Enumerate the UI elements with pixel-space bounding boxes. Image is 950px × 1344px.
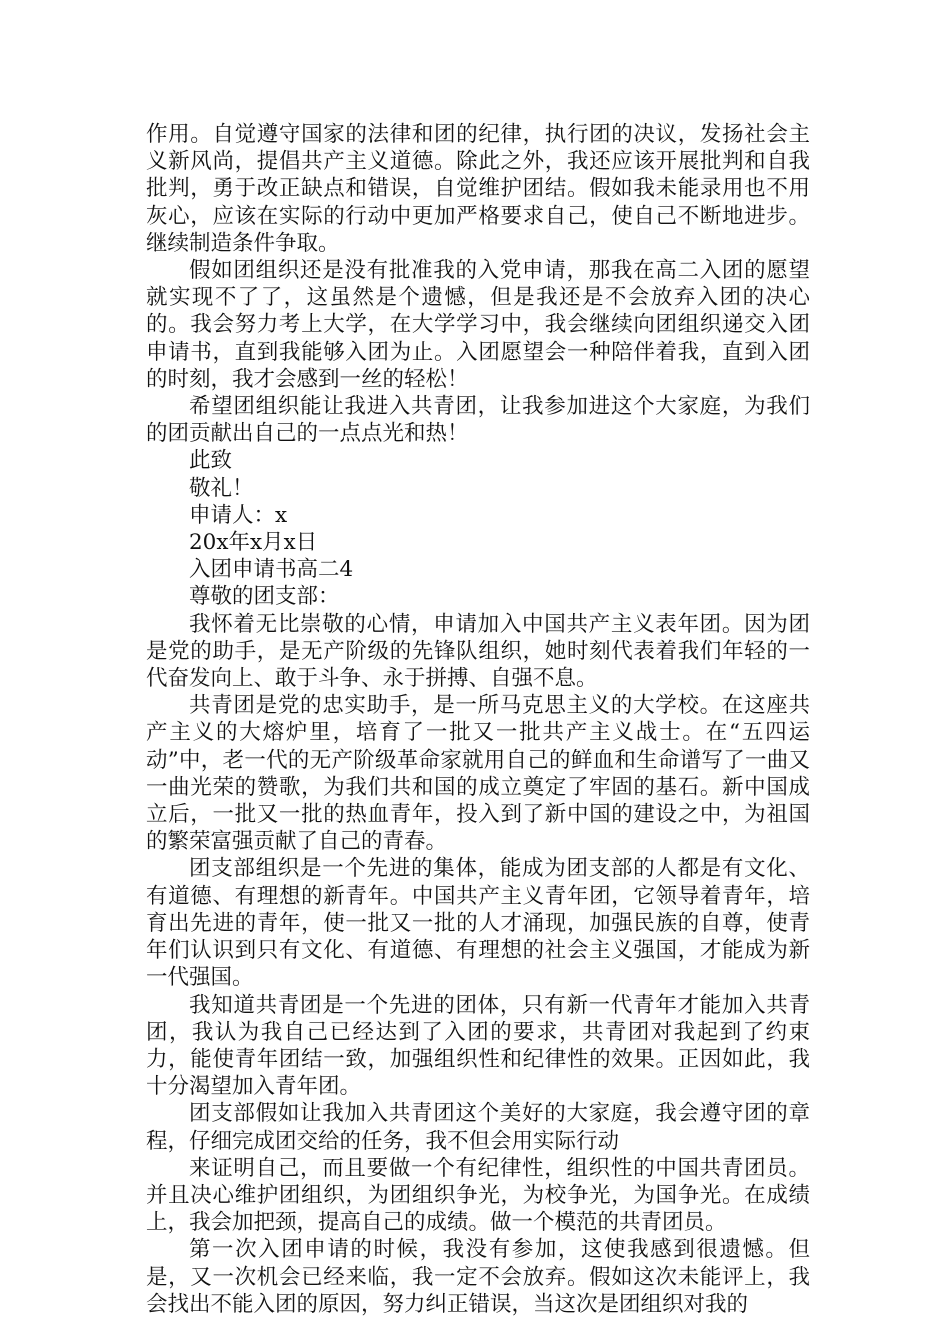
paragraph: 假如团组织还是没有批准我的入党申请，那我在高二入团的愿望就实现不了了，这虽然是个遗憾，但是我还是不会放弃入团的决心的。我会努力考上大学，在大学学习中，我会继续向团组织递交入团申请书，直到我能够入团为止。入团愿望会一种陪伴着我，直到入团的时刻，我才会感到一丝的轻松！ xyxy=(146,258,810,392)
section-title: 入团申请书高二4 xyxy=(189,557,354,583)
paragraph: 我知道共青团是一个先进的团体，只有新一代青年才能加入共青团，我认为我自己已经达到了入团的要求，共青团对我起到了约束力，能使青年团结一致，加强组织性和纪律性的效果。正因如此，我十分渴望加入青年团。 xyxy=(146,992,810,1100)
closing-regards: 敬礼！ xyxy=(189,475,254,501)
paragraph: 我怀着无比崇敬的心情，申请加入中国共产主义表年团。因为团是党的助手，是无产阶级的先锋队组织，她时刻代表着我们年轻的一代奋发向上、敢于斗争、永于拼搏、自强不息。 xyxy=(146,611,810,692)
closing-salutation: 此致 xyxy=(189,448,233,474)
paragraph: 共青团是党的忠实助手，是一所马克思主义的大学校。在这座共产主义的大熔炉里，培育了一批又一批共产主义战士。在“五四运动”中，老一代的无产阶级革命家就用自己的鲜血和生命谱写了一曲又一曲光荣的赞歌，为我们共和国的成立奠定了牢固的基石。新中国成立后，一批又一批的热血青年，投入到了新中国的建设之中，为祖国的繁荣富强贡献了自己的青春。 xyxy=(146,693,810,855)
greeting-line: 尊敬的团支部： xyxy=(189,584,340,610)
paragraph: 来证明自己，而且要做一个有纪律性，组织性的中国共青团员。并且决心维护团组织，为团组织争光，为校争光，为国争光。在成绩上，我会加把颈，提高自己的成绩。做一个模范的共青团员。 xyxy=(146,1155,810,1236)
document-body xyxy=(146,121,810,1318)
paragraph: 团支部假如让我加入共青团这个美好的大家庭，我会遵守团的章程，仔细完成团交给的任务，我不但会用实际行动 xyxy=(146,1101,810,1154)
date-line: 20x年x月x日 xyxy=(189,530,318,556)
paragraph: 团支部组织是一个先进的集体，能成为团支部的人都是有文化、有道德、有理想的新青年。中国共产主义青年团，它领导着青年，培育出先进的青年，使一批又一批的人才涌现，加强民族的自尊，使青年们认识到只有文化、有道德、有理想的社会主义强国，才能成为新一代强国。 xyxy=(146,856,810,991)
paragraph: 作用。自觉遵守国家的法律和团的纪律，执行团的决议，发扬社会主义新风尚，提倡共产主义道德。除此之外，我还应该开展批判和自我批判，勇于改正缺点和错误，自觉维护团结。假如我未能录用也不用灰心，应该在实际的行动中更加严格要求自己，使自己不断地进步。继续制造条件争取。 xyxy=(146,122,810,256)
applicant-line: 申请人：x xyxy=(189,502,288,528)
paragraph: 第一次入团申请的时候，我没有参加，这使我感到很遗憾。但是，又一次机会已经来临，我一定不会放弃。假如这次未能评上，我会找出不能入团的原因，努力纠正错误，当这次是团组织对我的 xyxy=(146,1237,810,1317)
paragraph: 希望团组织能让我进入共青团，让我参加进这个大家庭，为我们的团贡献出自己的一点点光和热！ xyxy=(146,394,810,447)
